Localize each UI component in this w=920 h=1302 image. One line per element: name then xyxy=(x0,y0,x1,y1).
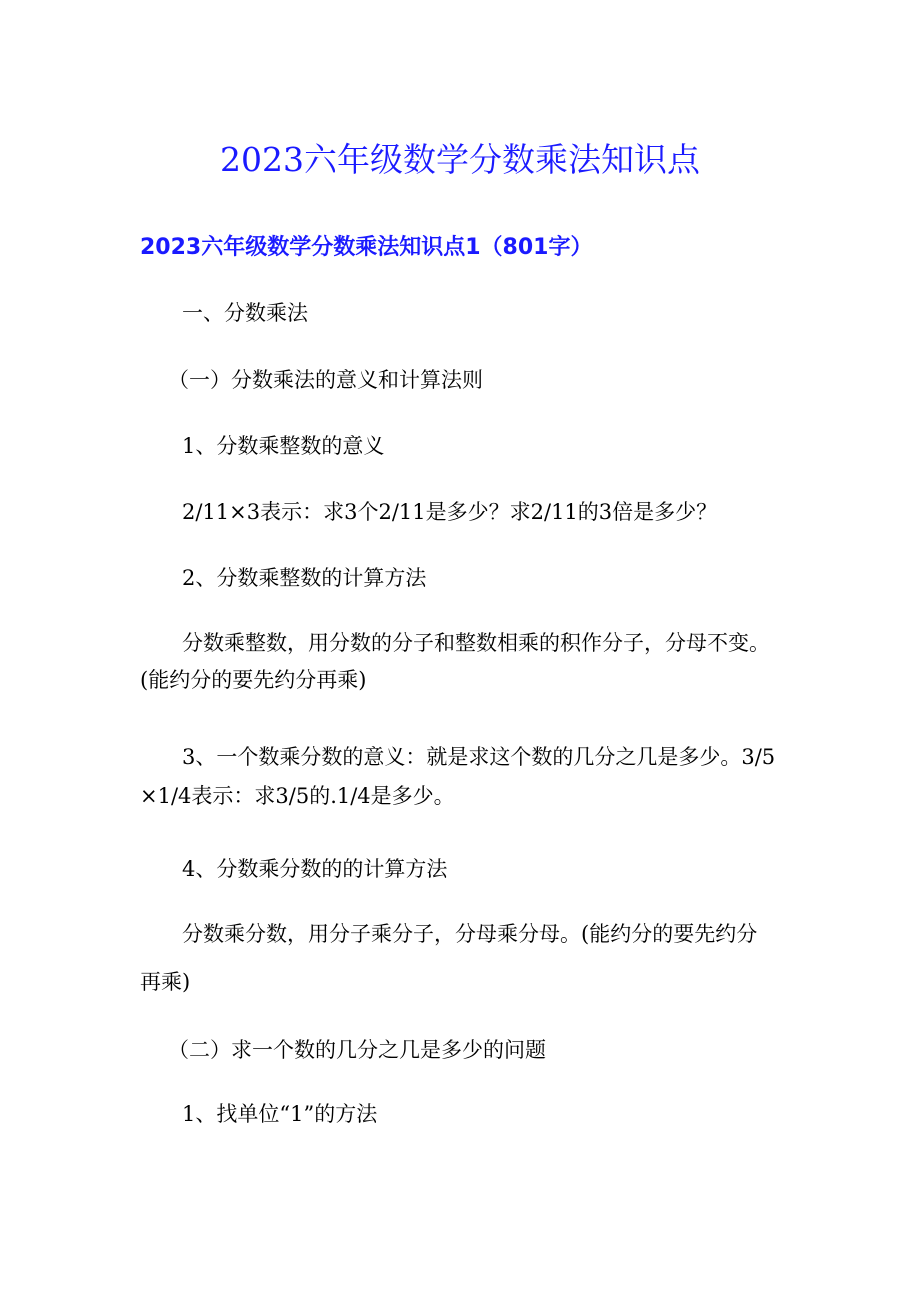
paragraph-line: 2/11×3表示：求3个2/11是多少？求2/11的3倍是多少？ xyxy=(182,500,718,524)
paragraph-2 xyxy=(140,363,790,398)
paragraph-line: 再乘) xyxy=(140,970,191,994)
paragraph-6 xyxy=(140,626,790,698)
paragraph-line: (能约分的要先约分再乘) xyxy=(140,668,367,692)
paragraph-9 xyxy=(140,917,790,1000)
paragraph-3 xyxy=(140,429,790,464)
paragraph-7 xyxy=(140,740,790,814)
paragraph-line: （一）分数乘法的意义和计算法则 xyxy=(168,368,483,392)
paragraph-line: 3、一个数乘分数的意义：就是求这个数的几分之几是多少。3/5 xyxy=(182,745,776,769)
paragraph-line: ×1/4表示：求3/5的.1/4是多少。 xyxy=(140,784,455,808)
paragraph-5 xyxy=(140,561,790,596)
paragraph-11 xyxy=(140,1097,790,1132)
paragraph-line: （二）求一个数的几分之几是多少的问题 xyxy=(168,1038,546,1062)
document-title: 2023六年级数学分数乘法知识点 xyxy=(220,140,700,179)
paragraph-1 xyxy=(140,296,790,331)
section-heading: 2023六年级数学分数乘法知识点1（801字） xyxy=(140,235,593,260)
paragraph-line: 一、分数乘法 xyxy=(182,301,308,325)
paragraph-line: 分数乘分数，用分子乘分子，分母乘分母。(能约分的要先约分 xyxy=(182,922,758,946)
paragraph-line: 1、分数乘整数的意义 xyxy=(182,434,385,458)
paragraph-4 xyxy=(140,495,790,530)
paragraph-line: 4、分数乘分数的的计算方法 xyxy=(182,857,448,881)
paragraph-line: 分数乘整数，用分数的分子和整数相乘的积作分子，分母不变。 xyxy=(182,631,770,655)
paragraph-10 xyxy=(140,1033,790,1068)
paragraph-8 xyxy=(140,852,790,887)
paragraph-line: 2、分数乘整数的计算方法 xyxy=(182,566,427,590)
paragraph-line: 1、找单位“1”的方法 xyxy=(182,1102,378,1126)
